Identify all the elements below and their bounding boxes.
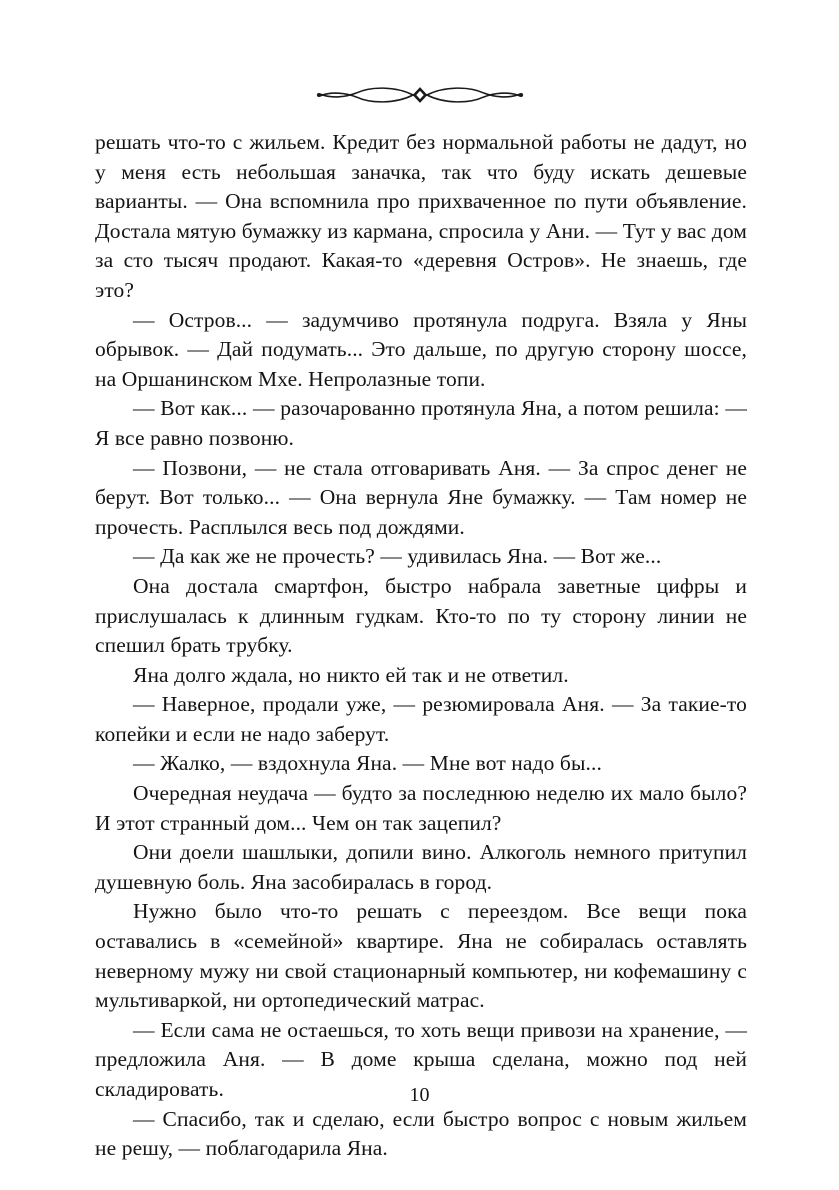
page-number: 10: [409, 1084, 430, 1106]
paragraph: Очередная неудача — будто за последнюю неделю их мало было? И этот странный дом... Чем он так зацепил?: [95, 781, 747, 835]
paragraph: — Спасибо, так и сделаю, если быстро вопрос с новым жильем не решу, — поблагодарила Яна.: [95, 1106, 747, 1161]
paragraph: — Если сама не остаешься, то хоть вещи привози на хранение, — предложила Аня. — В доме крыша сделана, можно под ней складировать.: [95, 1017, 747, 1101]
paragraph: — Остров... — задумчиво протянула подруга. Взяла у Яны обрывок. — Дай подумать... Это дальше, по другую сторону шоссе, на Оршанинском Мхе. Непролазные топи.: [95, 307, 747, 391]
paragraph: Яна долго ждала, но никто ей так и не ответил.: [133, 662, 569, 687]
ornament-divider-icon: [0, 84, 839, 106]
paragraph: — Да как же не прочесть? — удивилась Яна. — Вот же...: [133, 544, 662, 569]
paragraph: — Наверное, продали уже, — резюмировала Аня. — За такие-то копейки и если не надо заберут.: [95, 692, 747, 746]
paragraph: решать что-то с жильем. Кредит без нормальной работы не дадут, но у меня есть небольшая заначка, так что буду искать дешевые варианты. — Она вспомнила про прихваченное по пути объявление. Достала мятую бумажку из кармана, спросила у Ани. — Тут у вас дом за сто тысяч продают. Какая-то «деревня Остров». Не знаешь, где это?: [95, 130, 747, 302]
page-text: [95, 128, 747, 1164]
paragraph: — Жалко, — вздохнула Яна. — Мне вот надо бы...: [133, 751, 602, 776]
paragraph: Они доели шашлыки, допили вино. Алкоголь немного притупил душевную боль. Яна засобиралась в город.: [95, 840, 747, 894]
paragraph: Она достала смартфон, быстро набрала заветные цифры и прислушалась к длинным гудкам. Кто-то по ту сторону линии не спешил брать трубку.: [95, 573, 747, 658]
paragraph: — Позвони, — не стала отговаривать Аня. — За спрос денег не берут. Вот только... — Она вернула Яне бумажку. — Там номер не прочесть. Расплылся весь под дождями.: [95, 455, 747, 539]
paragraph: — Вот как... — разочарованно протянула Яна, а потом решила: — Я все равно позвоню.: [95, 396, 747, 450]
paragraph: Нужно было что-то решать с переездом. Все вещи пока оставались в «семейной» квартире. Яна не собиралась оставлять неверному мужу ни свой стационарный компьютер, ни кофемашину с мультиваркой, ни ортопедический матрас.: [95, 899, 747, 1013]
